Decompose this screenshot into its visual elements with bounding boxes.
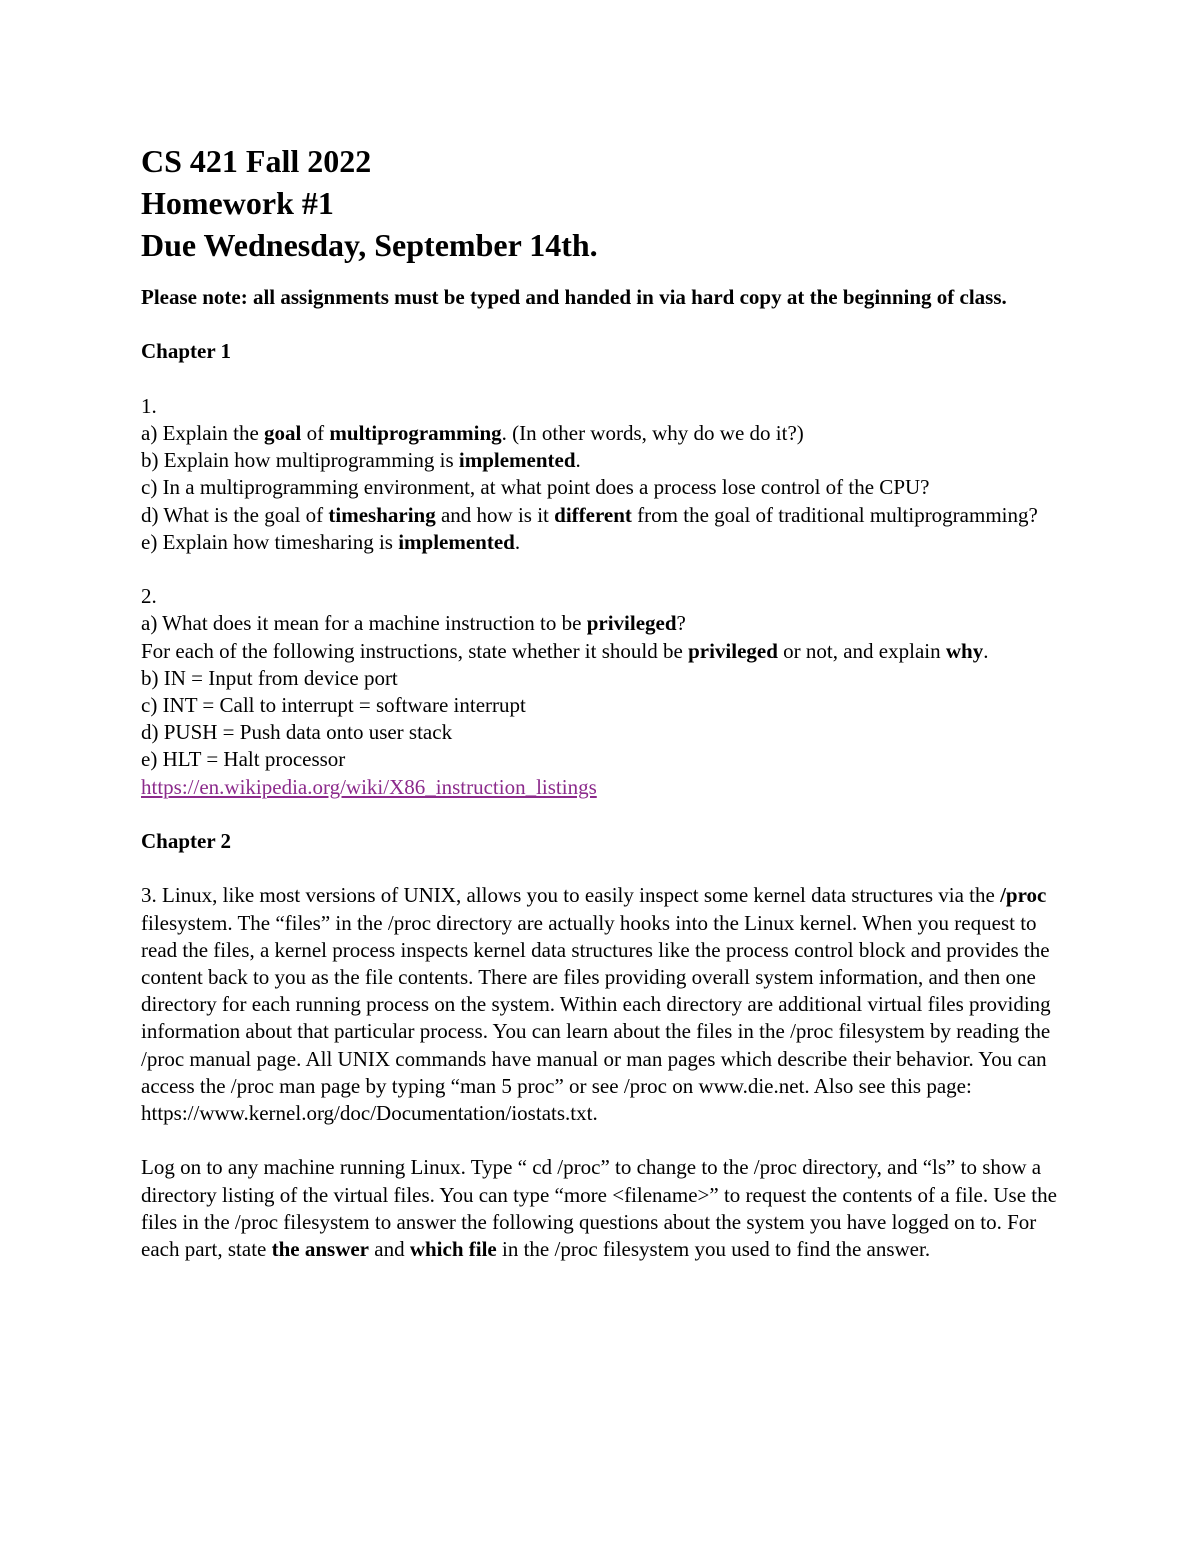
homework-title: Homework #1	[141, 185, 334, 221]
question-1e: e) Explain how timesharing is implemented.	[141, 529, 521, 554]
logon-instructions-paragraph: Log on to any machine running Linux. Type “ cd /proc” to change to the /proc directory, and “ls” to show a directory listing of the virtual files. You can type “more <filename>” to request the contents of a file. Use the files in the /proc filesystem to answer the following questions about the system you have logged on to. For each part, state the answer and which file in the /proc filesystem you used to find the answer.	[141, 1155, 1057, 1262]
question-1d: d) What is the goal of timesharing and how is it different from the goal of traditional multiprogramming?	[141, 502, 1038, 527]
question-3-paragraph: 3. Linux, like most versions of UNIX, allows you to easily inspect some kernel data structures via the /proc filesystem. The “files” in the /proc directory are actually hooks into the Linux kernel. When you request to read the files, a kernel process inspects kernel data structures like the process control block and provides the content back to you as the file contents. There are files providing overall system information, and then one directory for each running process on the system. Within each directory are additional virtual files providing information about that particular process. You can learn about the files in the /proc filesystem by reading the /proc manual page. All UNIX commands have manual or man pages which describe their behavior. You can access the /proc man page by typing “man 5 proc” or see /proc on www.die.net. Also see this page: https://www.kernel.org/doc/Documentation/iostats.txt.	[141, 883, 1051, 1126]
question-2d: d) PUSH = Push data onto user stack	[141, 720, 453, 745]
question-2c: c) INT = Call to interrupt = software interrupt	[141, 693, 526, 717]
question-2b: b) IN = Input from device port	[141, 665, 398, 690]
chapter-1-heading: Chapter 1	[141, 339, 232, 364]
question-1b: b) Explain how multiprogramming is implemented.	[141, 448, 581, 473]
course-title: CS 421 Fall 2022	[141, 143, 372, 179]
document-header	[141, 140, 1061, 266]
due-date: Due Wednesday, September 14th.	[141, 227, 598, 263]
x86-instruction-listings-link[interactable]: https://en.wikipedia.org/wiki/X86_instruction_listings	[141, 774, 597, 799]
wikipedia-link-line	[141, 774, 1061, 801]
document-page	[141, 140, 1061, 1263]
question-2e: e) HLT = Halt processor	[141, 747, 346, 772]
question-1c: c) In a multiprogramming environment, at what point does a process lose control of the CPU?	[141, 475, 930, 500]
question-1a: a) Explain the goal of multiprogramming. (In other words, why do we do it?)	[141, 420, 804, 445]
question-1-number: 1.	[141, 393, 157, 418]
question-2-number: 2.	[141, 584, 157, 609]
question-2-instructions: For each of the following instructions, state whether it should be privileged or not, and explain why.	[141, 638, 989, 663]
question-2a: a) What does it mean for a machine instruction to be privileged?	[141, 611, 686, 636]
submission-note: Please note: all assignments must be typed and handed in via hard copy at the beginning of class.	[141, 285, 1007, 309]
chapter-2-heading: Chapter 2	[141, 829, 232, 853]
